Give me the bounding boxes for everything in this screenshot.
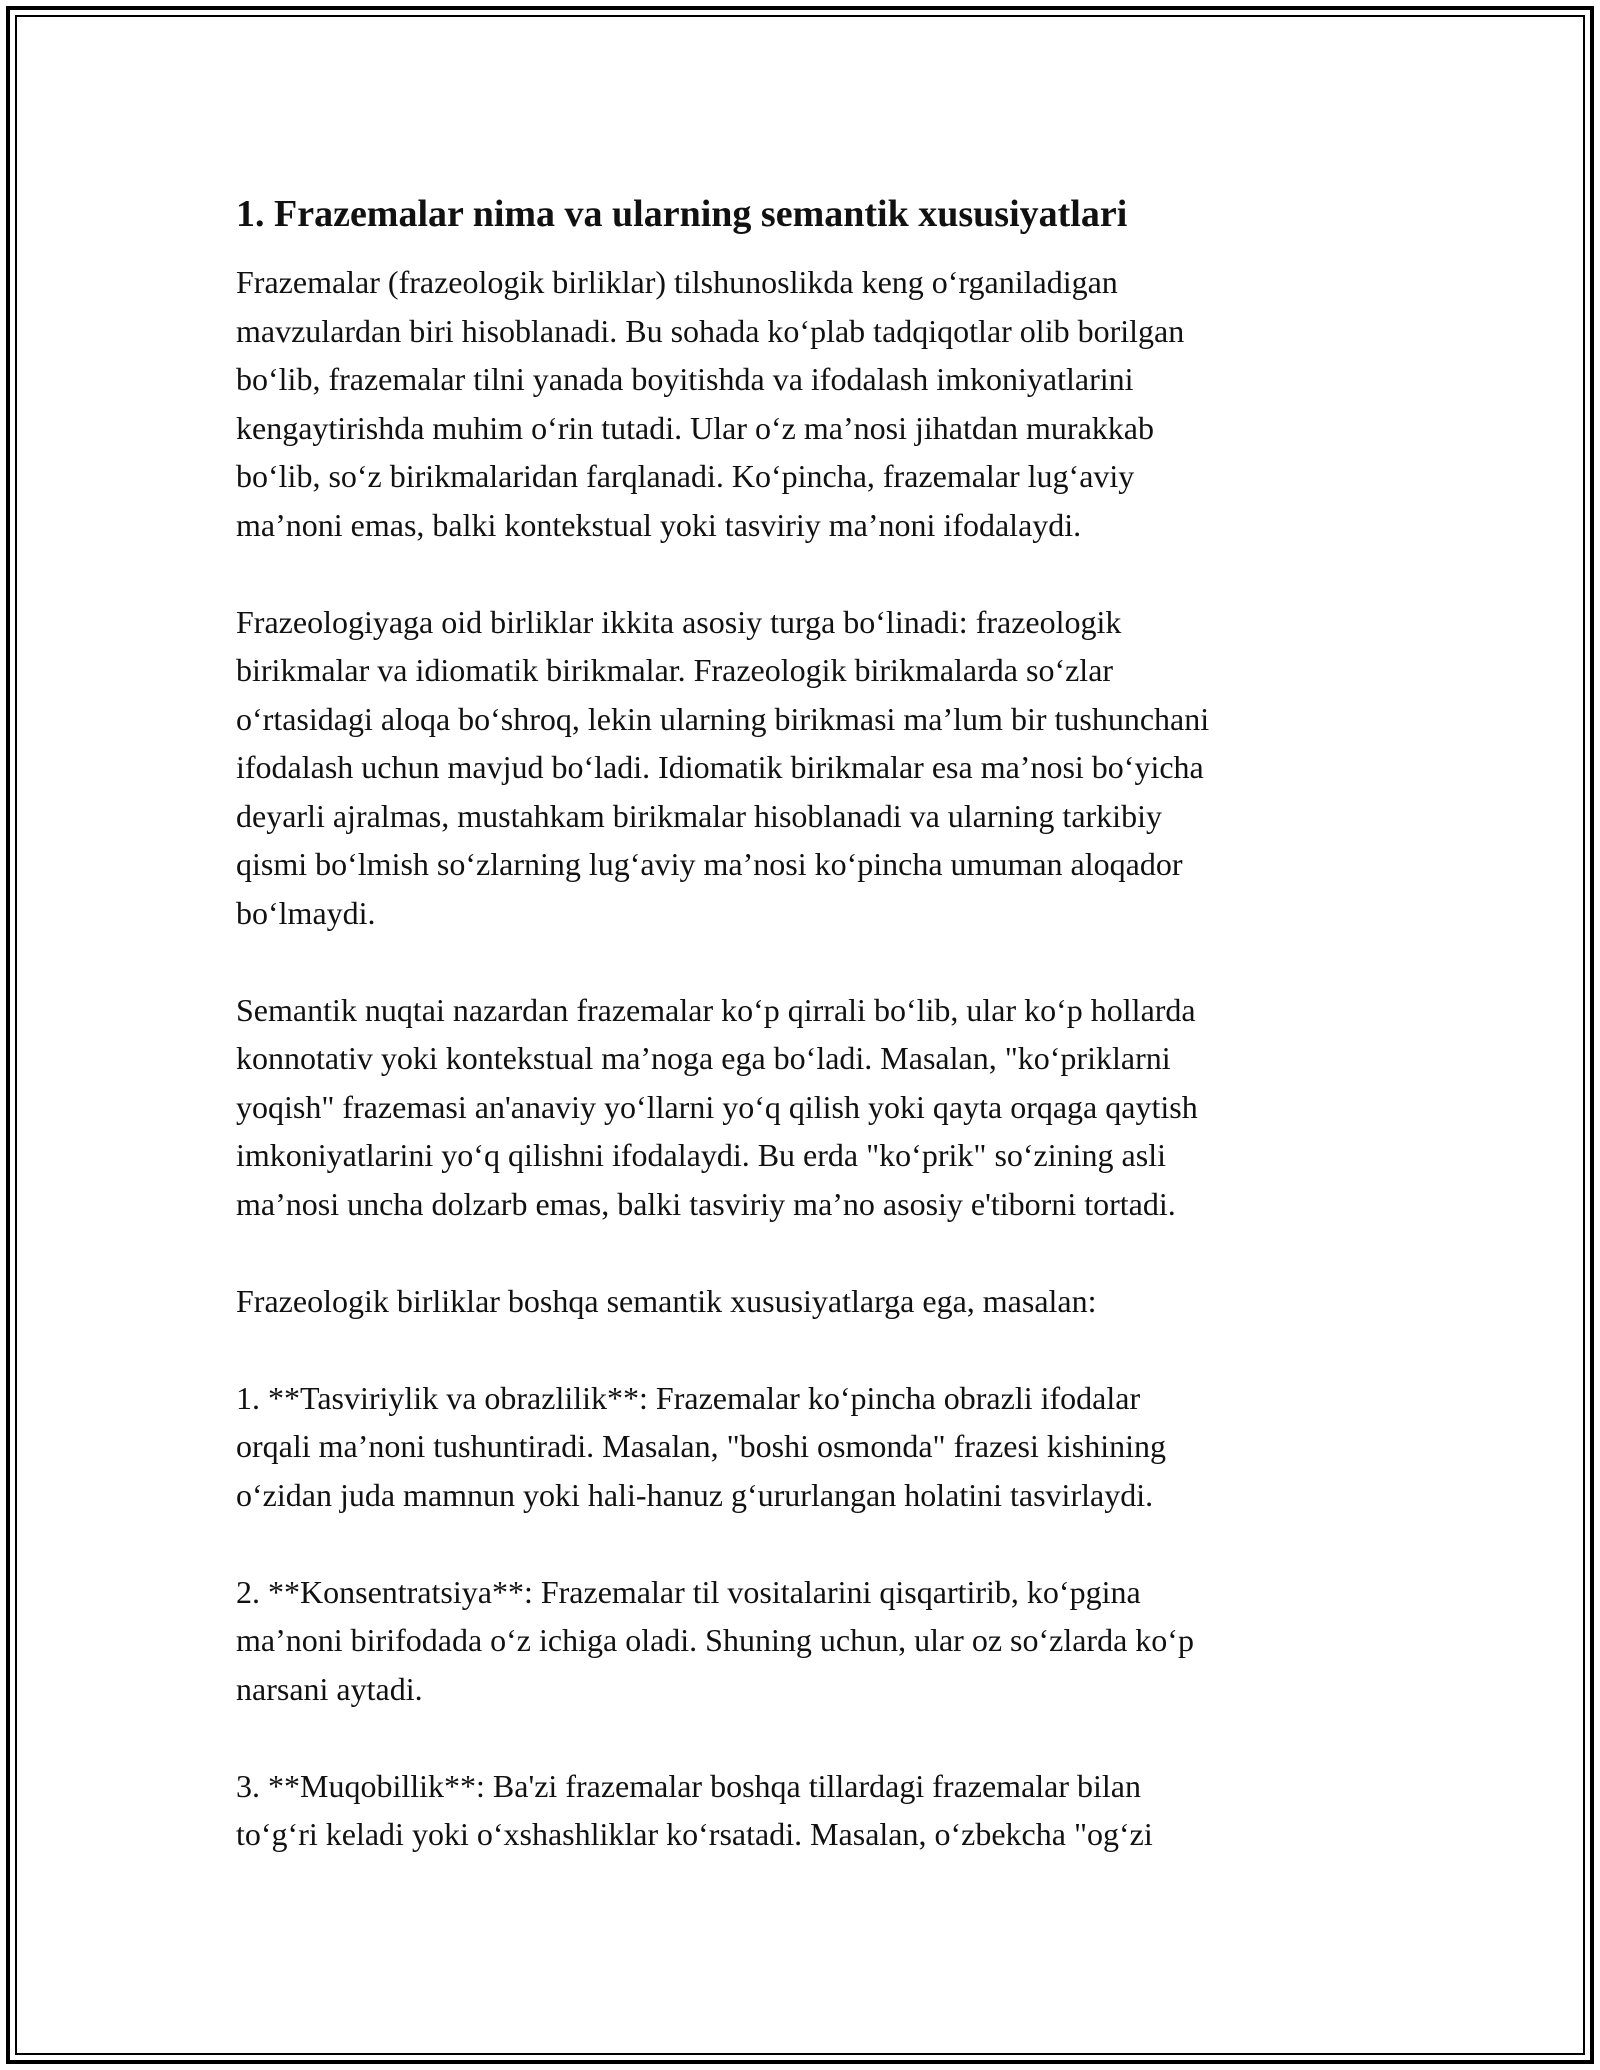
section-heading: 1. Frazemalar nima va ularning semantik xususiyatlari bbox=[236, 193, 1128, 235]
list-item-3: 3. **Muqobillik**: Ba'zi frazemalar boshqa tillardagi frazemalar bilan to‘g‘ri keladi yoki o‘xshashliklar ko‘rsatadi. Masalan, o‘zbekcha "og‘zi bbox=[236, 1767, 1153, 1852]
document-body bbox=[236, 184, 1376, 1859]
paragraph-list-intro: Frazeologik birliklar boshqa semantik xususiyatlarga ega, masalan: bbox=[236, 1282, 1097, 1319]
list-item-1: 1. **Tasviriylik va obrazlilik**: Frazemalar ko‘pincha obrazli ifodalar orqali ma’noni tushuntiradi. Masalan, "boshi osmonda" frazesi kishining o‘zidan juda mamnun yoki hali-hanuz g‘ururlangan holatini tasvirlaydi. bbox=[236, 1379, 1166, 1513]
list-item-2: 2. **Konsentratsiya**: Frazemalar til vositalarini qisqartirib, ko‘pgina ma’noni birifodada o‘z ichiga oladi. Shuning uchun, ular oz so‘zlarda ko‘p narsani aytadi. bbox=[236, 1573, 1194, 1707]
paragraph-semantics: Semantik nuqtai nazardan frazemalar ko‘p qirrali bo‘lib, ular ko‘p hollarda konnotativ yoki kontekstual ma’noga ega bo‘ladi. Masalan, "ko‘priklarni yoqish" frazemasi an'anaviy yo‘llarni yo‘q qilish yoki qayta orqaga qaytish imkoniyatlarini yo‘q qilishni ifodalaydi. Bu erda "ko‘prik" so‘zining asli ma’nosi uncha dolzarb emas, balki tasviriy ma’no asosiy e'tiborni tortadi. bbox=[236, 991, 1198, 1222]
paragraph-intro: Frazemalar (frazeologik birliklar) tilshunoslikda keng o‘rganiladigan mavzulardan biri hisoblanadi. Bu sohada ko‘plab tadqiqotlar olib borilgan bo‘lib, frazemalar tilni yanada boyitishda va ifodalash imkoniyatlarini kengaytirishda muhim o‘rin tutadi. Ular o‘z ma’nosi jihatdan murakkab bo‘lib, so‘z birikmalaridan farqlanadi. Ko‘pincha, frazemalar lug‘aviy ma’noni emas, balki kontekstual yoki tasviriy ma’noni ifodalaydi. bbox=[236, 264, 1185, 543]
paragraph-types: Frazeologiyaga oid birliklar ikkita asosiy turga bo‘linadi: frazeologik birikmalar va idiomatik birikmalar. Frazeologik birikmalarda so‘zlar o‘rtasidagi aloqa bo‘shroq, lekin ularning birikmasi ma’lum bir tushunchani ifodalash uchun mavjud bo‘ladi. Idiomatik birikmalar esa ma’nosi bo‘yicha deyarli ajralmas, mustahkam birikmalar hisoblanadi va ularning tarkibiy qismi bo‘lmish so‘zlarning lug‘aviy ma’nosi ko‘pincha umuman aloqador bo‘lmaydi. bbox=[236, 603, 1210, 931]
